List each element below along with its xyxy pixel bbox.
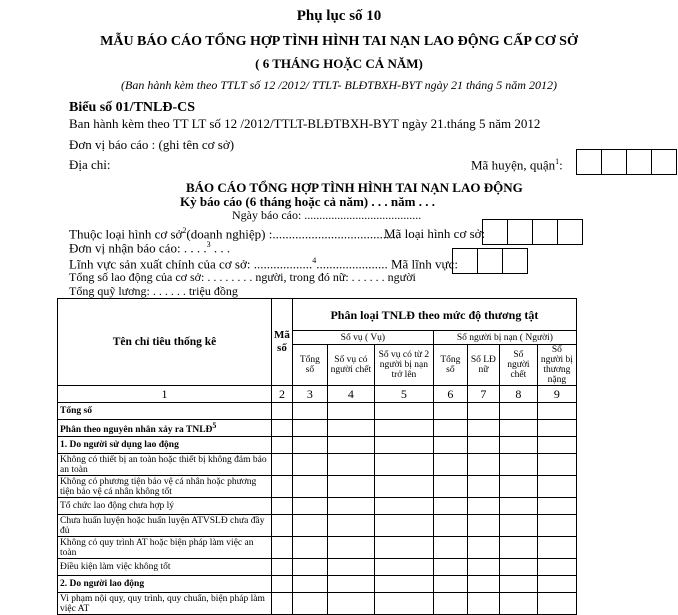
col-header: Số LĐ nữ (467, 345, 499, 386)
code-box[interactable] (626, 149, 652, 175)
table-cell[interactable] (272, 576, 293, 593)
row-label: 1. Do người sử dụng lao động (58, 437, 272, 454)
table-cell[interactable] (292, 576, 327, 593)
table-cell[interactable] (433, 537, 467, 559)
table-cell[interactable] (537, 576, 576, 593)
table-cell[interactable] (327, 559, 374, 576)
table-cell[interactable] (374, 515, 433, 537)
table-cell[interactable] (374, 559, 433, 576)
column-number: 9 (537, 386, 576, 403)
table-cell[interactable] (537, 593, 576, 615)
table-cell[interactable] (327, 437, 374, 454)
table-cell[interactable] (327, 576, 374, 593)
reporting-unit: Đơn vị báo cáo : (ghi tên cơ sở) (69, 137, 235, 152)
table-row (58, 498, 577, 515)
table-cell[interactable] (467, 576, 499, 593)
table-cell[interactable] (499, 454, 537, 476)
table-row (58, 454, 577, 476)
table-cell[interactable] (499, 537, 537, 559)
report-title: BÁO CÁO TỔNG HỢP TÌNH HÌNH TAI NẠN LAO ĐỘNG (186, 180, 523, 195)
code-box[interactable] (502, 248, 528, 274)
table-row (58, 537, 577, 559)
business-type: Thuộc loại hình cơ sở$^2$(doanh nghiệp) :....................................... (69, 226, 400, 242)
column-number: 8 (499, 386, 537, 403)
report-period: Kỳ báo cáo (6 tháng hoặc cả năm) . . . năm . . . (180, 194, 435, 209)
table-cell[interactable] (467, 403, 499, 420)
row-label: Phân theo nguyên nhân xảy ra TNLĐ$^5$ (58, 420, 272, 437)
table-cell[interactable] (292, 420, 327, 437)
row-label: Không có phương tiện bảo vệ cá nhân hoặc phương tiện bảo vệ cá nhân không tốt (58, 476, 272, 498)
table-cell[interactable] (537, 403, 576, 420)
table-cell[interactable] (433, 403, 467, 420)
table-cell[interactable] (327, 593, 374, 615)
table-cell[interactable] (327, 515, 374, 537)
table-cell[interactable] (327, 403, 374, 420)
code-box[interactable] (651, 149, 677, 175)
table-cell[interactable] (537, 559, 576, 576)
table-cell[interactable] (499, 515, 537, 537)
table-row (58, 559, 577, 576)
table-cell[interactable] (537, 420, 576, 437)
table-cell[interactable] (272, 515, 293, 537)
table-cell[interactable] (327, 476, 374, 498)
table-cell[interactable] (433, 498, 467, 515)
col-header: Số vụ có người chết (327, 345, 374, 386)
district-code-label: Mã huyện, quận$^1$: (471, 157, 563, 173)
table-cell[interactable] (467, 593, 499, 615)
column-number-row (58, 386, 577, 403)
table-cell[interactable] (374, 476, 433, 498)
table-cell[interactable] (467, 559, 499, 576)
table-cell[interactable] (467, 437, 499, 454)
table-cell[interactable] (537, 537, 576, 559)
col-header: Tổng số (433, 345, 467, 386)
table-cell[interactable] (272, 476, 293, 498)
table-cell[interactable] (467, 498, 499, 515)
table-cell[interactable] (272, 454, 293, 476)
report-date: Ngày báo cáo: ....................................... (232, 208, 422, 222)
table-cell[interactable] (327, 454, 374, 476)
table-cell[interactable] (292, 559, 327, 576)
total-payroll: Tổng quỹ lương: . . . . . . triệu đồng (69, 284, 238, 298)
column-number: 7 (467, 386, 499, 403)
table-cell[interactable] (499, 420, 537, 437)
accident-statistics-table (57, 298, 577, 615)
table-cell[interactable] (433, 437, 467, 454)
form-issuance-line: Ban hành kèm theo TT LT số 12 /2012/TTLT-BLĐTBXH-BYT ngày 21.tháng 5 năm 2012 (69, 116, 541, 131)
table-cell[interactable] (467, 537, 499, 559)
table-cell[interactable] (292, 515, 327, 537)
column-number: 4 (327, 386, 374, 403)
row-label: 2. Do người lao động (58, 576, 272, 593)
table-cell[interactable] (292, 476, 327, 498)
district-code-boxes[interactable] (577, 149, 677, 175)
table-cell[interactable] (374, 593, 433, 615)
table-cell[interactable] (537, 476, 576, 498)
field-code-boxes[interactable] (453, 248, 528, 274)
table-cell[interactable] (467, 454, 499, 476)
col-header-group: Phân loại TNLĐ theo mức độ thương tật (292, 299, 576, 331)
business-type-code-boxes[interactable] (483, 219, 583, 245)
table-cell[interactable] (499, 403, 537, 420)
table-cell[interactable] (327, 498, 374, 515)
col-header: Số vụ có từ 2 người bị nạn trở lên (374, 345, 433, 386)
row-label: Tổng số (58, 403, 272, 420)
table-cell[interactable] (272, 593, 293, 615)
table-row (58, 476, 577, 498)
table-row (58, 403, 577, 420)
table-cell[interactable] (537, 437, 576, 454)
row-label: Không có quy trình AT hoặc biện pháp làm việc an toàn (58, 537, 272, 559)
table-cell[interactable] (327, 420, 374, 437)
form-title: MẪU BÁO CÁO TỔNG HỢP TÌNH HÌNH TAI NẠN LAO ĐỘNG CẤP CƠ SỞ (100, 34, 578, 49)
table-cell[interactable] (467, 420, 499, 437)
form-period: ( 6 THÁNG HOẶC CẢ NĂM) (255, 56, 423, 71)
table-cell[interactable] (499, 476, 537, 498)
table-row (58, 420, 577, 437)
table-cell[interactable] (433, 454, 467, 476)
code-box[interactable] (557, 219, 583, 245)
business-type-code-label: Mã loại hình cơ sở: (384, 226, 486, 241)
table-cell[interactable] (272, 559, 293, 576)
table-cell[interactable] (292, 537, 327, 559)
code-box[interactable] (477, 248, 503, 274)
issuance-note: (Ban hành kèm theo TTLT số 12 /2012/ TTLT- BLĐTBXH-BYT ngày 21 tháng 5 năm 2012) (121, 78, 557, 92)
code-box[interactable] (507, 219, 533, 245)
main-field: Lĩnh vực sản xuất chính của cơ sở: ..................$^4$...................... Mã lĩnh vực: (69, 256, 458, 272)
row-label: Vi phạm nội quy, quy trình, quy chuẩn, biện pháp làm việc AT (58, 593, 272, 615)
col-header: Số người chết (499, 345, 537, 386)
table-cell[interactable] (374, 437, 433, 454)
table-cell[interactable] (292, 498, 327, 515)
table-cell[interactable] (499, 559, 537, 576)
table-cell[interactable] (467, 476, 499, 498)
table-cell[interactable] (433, 559, 467, 576)
table-row (58, 437, 577, 454)
code-box[interactable] (601, 149, 627, 175)
table-cell[interactable] (433, 576, 467, 593)
column-number: 5 (374, 386, 433, 403)
table-cell[interactable] (272, 420, 293, 437)
table-row (58, 593, 577, 615)
table-cell[interactable] (499, 437, 537, 454)
col-header-code: Mã số (272, 299, 293, 386)
column-number: 3 (292, 386, 327, 403)
row-label: Tổ chức lao động chưa hợp lý (58, 498, 272, 515)
table-cell[interactable] (374, 420, 433, 437)
column-number: 1 (58, 386, 272, 403)
code-box[interactable] (452, 248, 478, 274)
form-code: Biểu số 01/TNLĐ-CS (69, 100, 196, 115)
col-header: Tổng số (292, 345, 327, 386)
table-cell[interactable] (433, 476, 467, 498)
table-cell[interactable] (292, 403, 327, 420)
table-cell[interactable] (537, 498, 576, 515)
table-cell[interactable] (272, 437, 293, 454)
receiving-unit: Đơn vị nhận báo cáo: . . . .$^3$ . . . (69, 240, 231, 256)
table-cell[interactable] (272, 537, 293, 559)
table-cell[interactable] (374, 576, 433, 593)
table-cell[interactable] (292, 437, 327, 454)
code-box[interactable] (482, 219, 508, 245)
table-cell[interactable] (537, 454, 576, 476)
table-cell[interactable] (327, 537, 374, 559)
table-row (58, 576, 577, 593)
table-cell[interactable] (292, 454, 327, 476)
table-cell[interactable] (433, 420, 467, 437)
table-cell[interactable] (433, 593, 467, 615)
total-workers: Tổng số lao động của cơ sở: . . . . . . . . người, trong đó nữ: . . . . . . người (69, 270, 416, 284)
table-row (58, 515, 577, 537)
table-cell[interactable] (374, 537, 433, 559)
row-label: Không có thiết bị an toàn hoặc thiết bị không đảm bảo an toàn (58, 454, 272, 476)
address-label: Địa chỉ: (69, 157, 111, 172)
table-cell[interactable] (292, 593, 327, 615)
table-cell[interactable] (499, 593, 537, 615)
col-header-victims: Số người bị nạn ( Người) (433, 331, 576, 345)
row-label: Điều kiện làm việc không tốt (58, 559, 272, 576)
appendix-number: Phụ lục số 10 (296, 8, 382, 24)
col-header-cases: Số vụ ( Vụ) (292, 331, 433, 345)
table-cell[interactable] (272, 403, 293, 420)
col-header-name: Tên chỉ tiêu thống kê (58, 299, 272, 386)
table-cell[interactable] (467, 515, 499, 537)
code-box[interactable] (532, 219, 558, 245)
table-cell[interactable] (272, 498, 293, 515)
row-label: Chưa huấn luyện hoặc huấn luyện ATVSLĐ chưa đầy đủ (58, 515, 272, 537)
code-box[interactable] (576, 149, 602, 175)
table-cell[interactable] (499, 576, 537, 593)
table-cell[interactable] (499, 498, 537, 515)
table-cell[interactable] (374, 403, 433, 420)
table-cell[interactable] (374, 454, 433, 476)
table-cell[interactable] (537, 515, 576, 537)
column-number: 2 (272, 386, 293, 403)
table-cell[interactable] (433, 515, 467, 537)
column-number: 6 (433, 386, 467, 403)
table-cell[interactable] (374, 498, 433, 515)
col-header: Số người bị thương nặng (537, 345, 576, 386)
